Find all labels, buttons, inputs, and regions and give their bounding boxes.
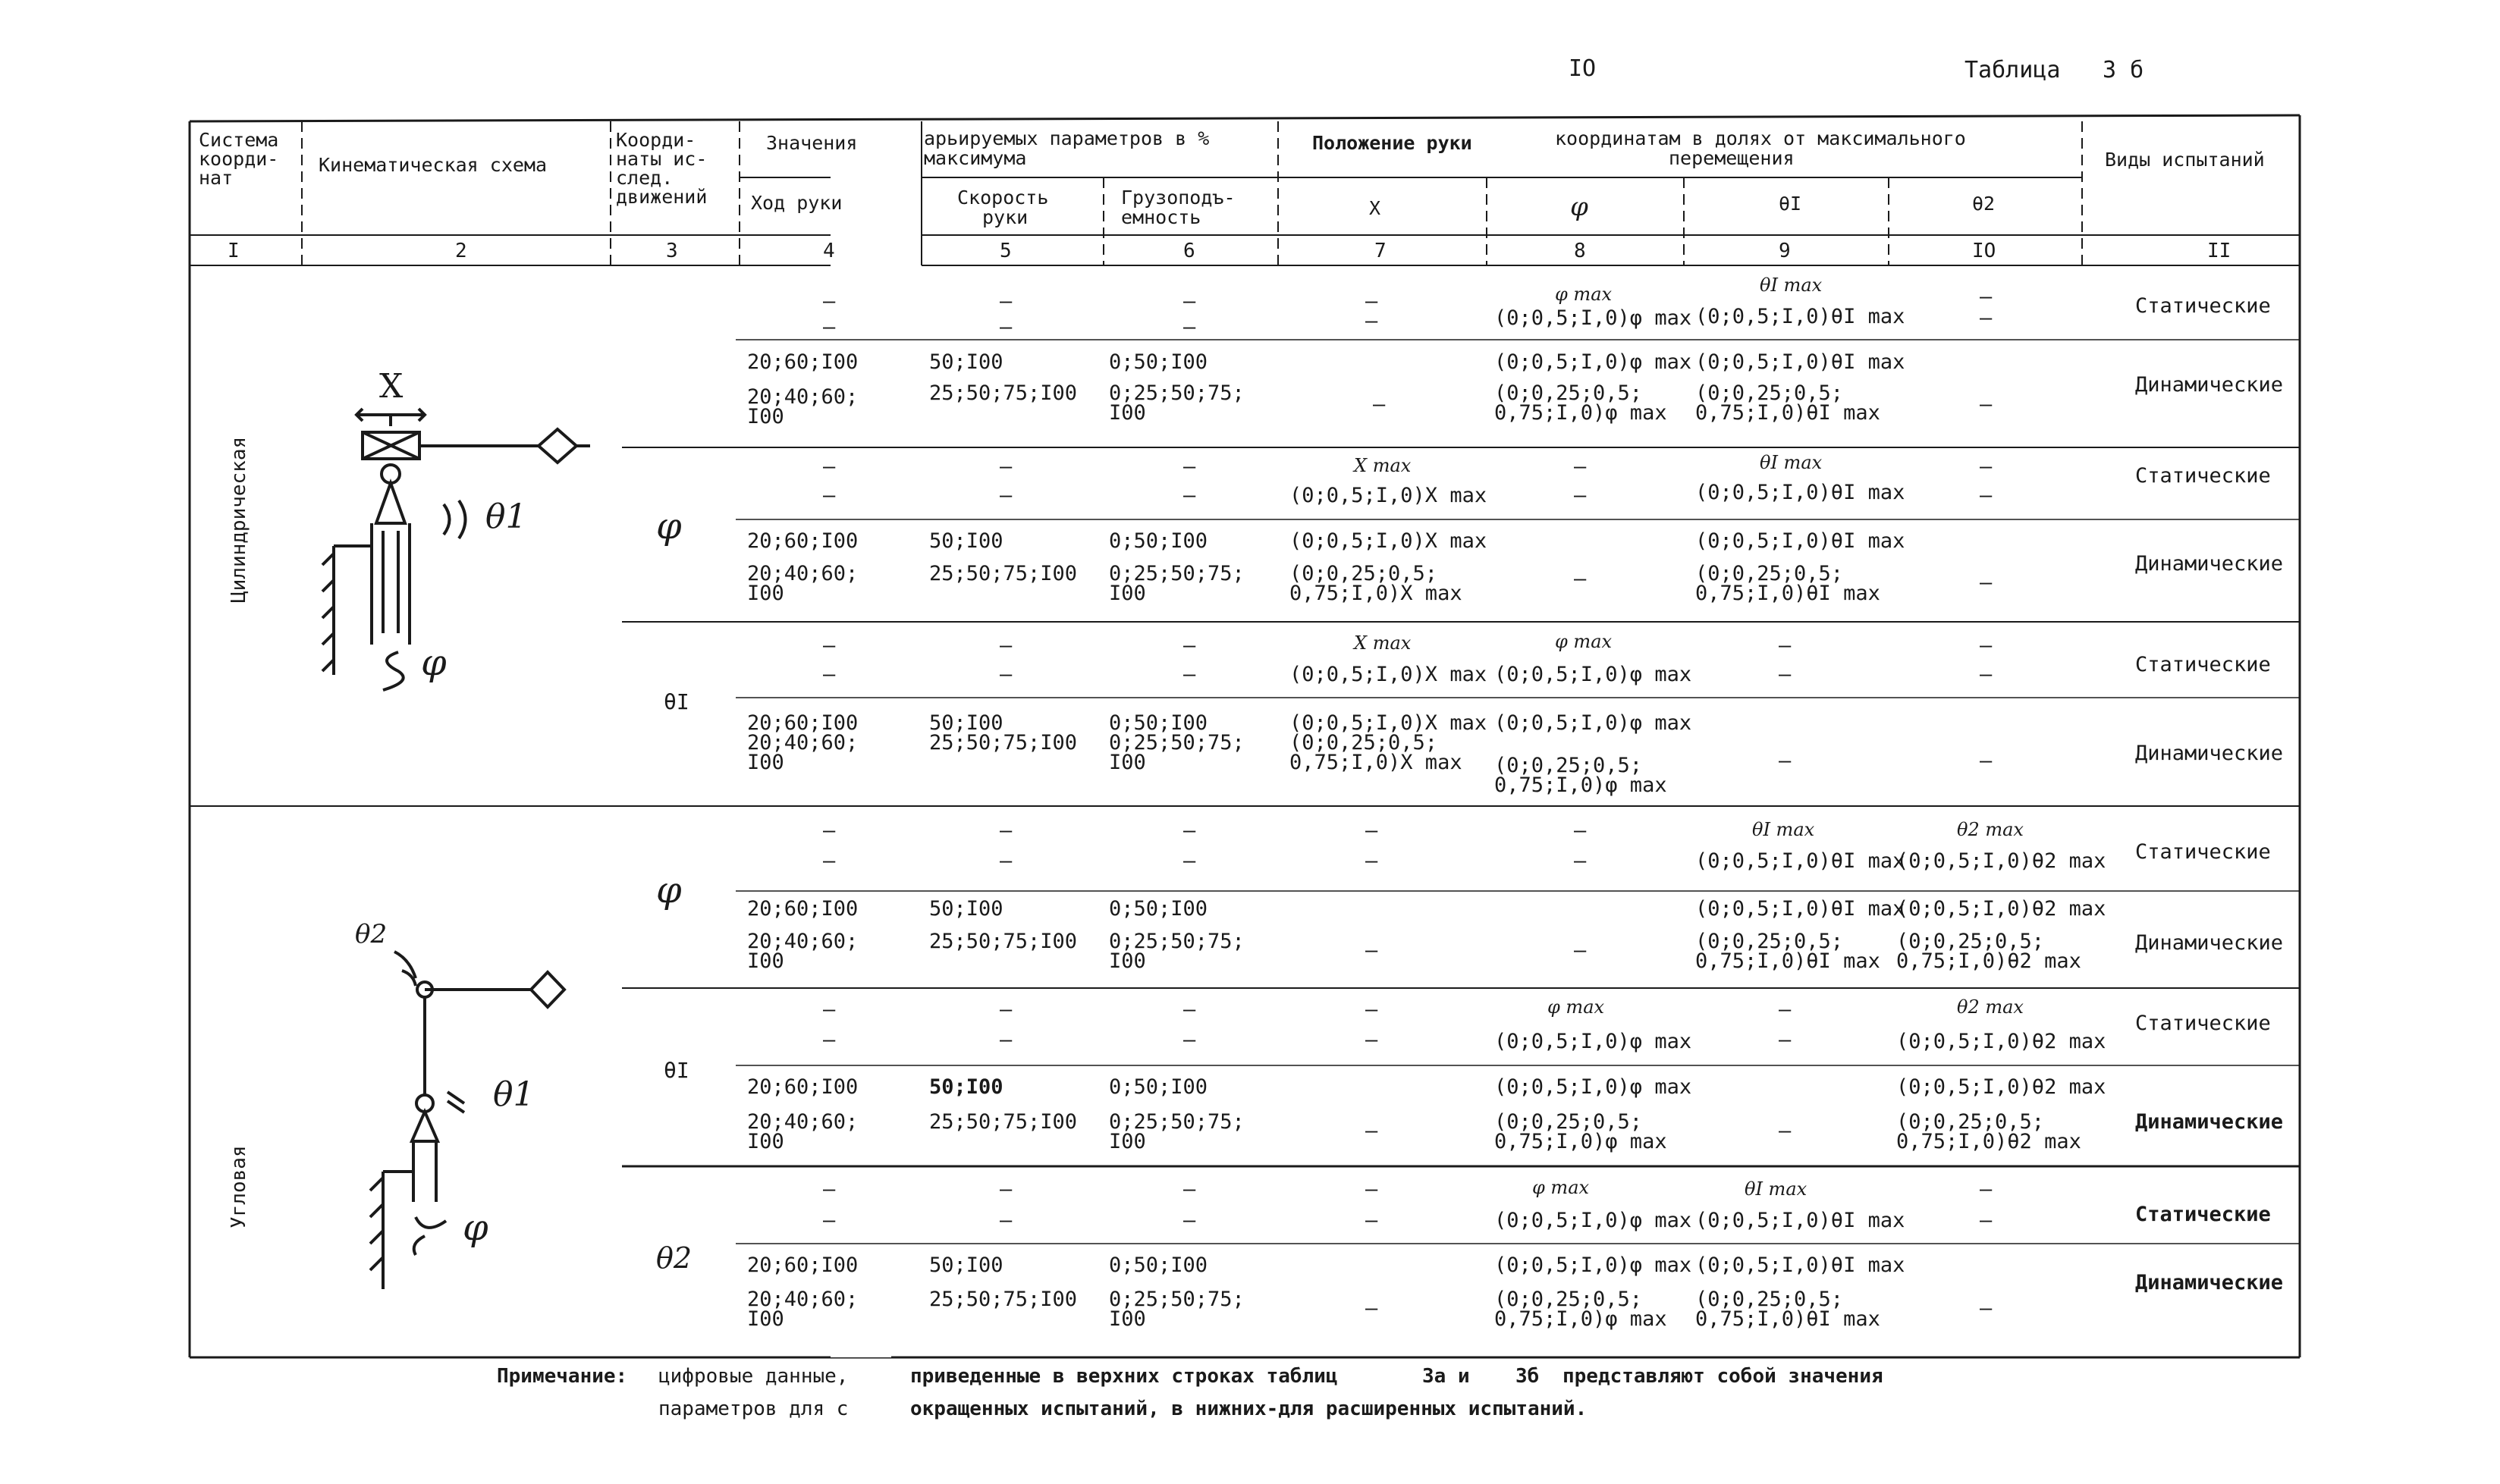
cyl3-speed-s: – [1000, 634, 1013, 657]
scheme-cylindrical [322, 409, 590, 690]
ang2-stroke-s1: – [823, 998, 836, 1021]
system-cylindrical: Цилиндрическая [228, 436, 250, 603]
note-line2b: окращенных испытаний, в нижних-для расширенных испытаний. [910, 1398, 1588, 1420]
cyl2-stroke-e1: 20;40;60; [747, 562, 859, 585]
cyl2-phi-s: – [1574, 455, 1587, 478]
row-coord-t2-ang: θ2 [656, 1241, 693, 1275]
ang1-x-s: – [1365, 819, 1378, 842]
hdr-coord-3: след. [616, 167, 674, 189]
cyl1-speed-b: 50;I00 [929, 350, 1003, 374]
cyl3-payload-e1: 0;25;50;75; [1109, 731, 1245, 755]
ang3-t2-s2: – [1980, 1209, 1993, 1232]
cyl1-phi-ext2: 0,75;I,0)φ max [1494, 401, 1667, 425]
cyl3-payload-b: 0;50;I00 [1109, 711, 1208, 735]
cyl3-x-basic-d: (0;0,5;I,0)X max [1289, 711, 1487, 735]
cyl2-x-ext2: 0,75;I,0)X max [1289, 582, 1462, 605]
cyl2-stroke-s2: – [823, 484, 836, 507]
cyl1-payload-e2: I00 [1109, 401, 1146, 425]
hdr-test-types: Виды испытаний [2105, 149, 2265, 171]
cyl3-t2-d: – [1980, 749, 1993, 773]
ang1-t1-ext1: (0;0,25;0,5; [1695, 930, 1844, 953]
cyl3-phi-basic: (0;0,5;I,0)φ max [1494, 663, 1692, 686]
note-label: Примечание: [497, 1365, 628, 1388]
colnum-10: IO [1972, 240, 1996, 262]
cyl1-payload-s2: – [1183, 315, 1196, 339]
ang3-test-dynamic: Динамические [2135, 1271, 2284, 1294]
cyl2-payload-e2: I00 [1109, 582, 1146, 605]
ang1-phi-s: – [1574, 819, 1587, 842]
cyl2-t1-basic: (0;0,5;I,0)θI max [1695, 481, 1905, 504]
cyl2-stroke-s1: – [823, 455, 836, 478]
note-line1c: 3а и [1422, 1365, 1470, 1388]
ang1-t2-basic: (0;0,5;I,0)θ2 max [1896, 849, 2106, 873]
cyl2-x-basic: (0;0,5;I,0)X max [1289, 484, 1487, 507]
cyl1-stroke-s2: – [823, 315, 836, 339]
cyl1-t1-ext2: 0,75;I,0)θI max [1695, 401, 1880, 425]
cyl3-t2-s: – [1980, 634, 1993, 657]
ang2-stroke-e1: 20;40;60; [747, 1110, 859, 1134]
ang3-t1-max: θI max [1745, 1178, 1807, 1200]
ang3-x-d: – [1365, 1297, 1378, 1320]
cyl2-x-max: X max [1354, 455, 1412, 476]
row-coord-t1-cyl: θI [664, 689, 689, 714]
ang1-phi-s2: – [1574, 849, 1587, 873]
ang2-payload-s2: – [1183, 1028, 1196, 1052]
ang1-speed-s2: – [1000, 849, 1013, 873]
ang3-phi-basic: (0;0,5;I,0)φ max [1494, 1209, 1692, 1232]
cyl2-payload-e1: 0;25;50;75; [1109, 562, 1245, 585]
cyl1-x-d: – [1373, 393, 1386, 416]
cyl1-payload-b: 0;50;I00 [1109, 350, 1208, 374]
cyl2-speed-s: – [1000, 455, 1013, 478]
cyl1-t1-max: θI max [1760, 275, 1823, 296]
hdr-col-t2: θ2 [1972, 193, 1996, 215]
ang1-speed-b: 50;I00 [929, 897, 1003, 921]
cyl3-t1-d: – [1779, 749, 1792, 773]
ang1-t1-ext2: 0,75;I,0)θI max [1695, 949, 1880, 973]
cyl3-stroke-e2: I00 [747, 751, 784, 774]
ang3-payload-e1: 0;25;50;75; [1109, 1288, 1245, 1311]
ang2-x-s2: – [1365, 1028, 1378, 1052]
ang2-x-s: – [1365, 998, 1378, 1021]
cyl2-payload-s2: – [1183, 484, 1196, 507]
ang3-payload-s2: – [1183, 1209, 1196, 1232]
colnum-5: 5 [1000, 240, 1012, 262]
ang3-x-s: – [1365, 1178, 1378, 1201]
cyl2-test-dynamic: Динамические [2135, 552, 2284, 576]
ang2-phi-ext2: 0,75;I,0)φ max [1494, 1130, 1667, 1153]
ang2-payload-e1: 0;25;50;75; [1109, 1110, 1245, 1134]
ang1-x-d: – [1365, 939, 1378, 962]
cyl1-stroke-b: 20;60;I00 [747, 350, 859, 374]
cyl1-t1-basic: (0;0,5;I,0)θI max [1695, 305, 1905, 328]
table-number: 3 б [2103, 57, 2144, 83]
ang1-t1-basic: (0;0,5;I,0)θI max [1695, 849, 1905, 873]
ang3-phi-basic-d: (0;0,5;I,0)φ max [1494, 1253, 1692, 1277]
scheme-label-phi-a: φ [421, 642, 447, 684]
scheme-label-phi-b: φ [463, 1206, 488, 1249]
note-line1b: приведенные в верхних строках таблиц [910, 1365, 1338, 1388]
scheme-label-theta1-b: θ1 [493, 1075, 535, 1114]
ang3-x-s2: – [1365, 1209, 1378, 1232]
ang1-t1-basic-d: (0;0,5;I,0)θI max [1695, 897, 1905, 921]
cyl3-stroke-e1: 20;40;60; [747, 731, 859, 755]
hdr-payload-1: Грузоподъ- [1121, 187, 1236, 209]
page-number: IO [1569, 55, 1597, 82]
cyl1-stroke-s1: – [823, 290, 836, 313]
ang3-stroke-s2: – [823, 1209, 836, 1232]
cyl1-payload-e1: 0;25;50;75; [1109, 381, 1245, 405]
cyl1-speed-e: 25;50;75;I00 [929, 381, 1078, 405]
ang3-t1-basic-d: (0;0,5;I,0)θI max [1695, 1253, 1905, 1277]
ang1-stroke-e1: 20;40;60; [747, 930, 859, 953]
cyl2-speed-e: 25;50;75;I00 [929, 562, 1078, 585]
cyl1-stroke-e1: 20;40;60; [747, 385, 859, 409]
cyl2-x-basic-d: (0;0,5;I,0)X max [1289, 529, 1487, 553]
cyl3-stroke-s1: – [823, 634, 836, 657]
scheme-label-theta2: θ2 [355, 919, 388, 949]
hdr-varied-1: арьируемых параметров в % [924, 127, 1210, 149]
hdr-speed-2: руки [982, 206, 1029, 228]
note-line1a: цифровые данные, [658, 1365, 849, 1388]
ang1-phi-d: – [1574, 939, 1587, 962]
cyl3-x-basic: (0;0,5;I,0)X max [1289, 663, 1487, 686]
ang2-phi-max: φ max [1547, 996, 1605, 1018]
ang3-t1-ext1: (0;0,25;0,5; [1695, 1288, 1844, 1311]
ang1-payload-s2: – [1183, 849, 1196, 873]
ang2-t2-max: θ2 max [1957, 996, 2024, 1018]
cyl3-speed-b: 50;I00 [929, 711, 1003, 735]
ang2-x-d: – [1365, 1119, 1378, 1143]
ang3-stroke-e1: 20;40;60; [747, 1288, 859, 1311]
hdr-system-3: нат [199, 167, 234, 189]
cyl3-speed-e: 25;50;75;I00 [929, 731, 1078, 755]
cyl3-t1-s: – [1779, 634, 1792, 657]
ang3-payload-s: – [1183, 1178, 1196, 1201]
hdr-position: Положение руки [1312, 132, 1472, 154]
cyl2-stroke-e2: I00 [747, 582, 784, 605]
ang3-speed-e: 25;50;75;I00 [929, 1288, 1078, 1311]
cyl2-phi-s2: – [1574, 484, 1587, 507]
cyl2-stroke-b: 20;60;I00 [747, 529, 859, 553]
ang2-t2-ext1: (0;0,25;0,5; [1896, 1110, 2045, 1134]
ang2-speed-e: 25;50;75;I00 [929, 1110, 1078, 1134]
cyl1-speed-s2: – [1000, 315, 1013, 339]
note-line1e: представляют собой значения [1562, 1365, 1883, 1388]
cyl1-phi-basic: (0;0,5;I,0)φ max [1494, 306, 1692, 330]
cyl3-x-ext2: 0,75;I,0)X max [1289, 751, 1462, 774]
cyl3-speed-s2: – [1000, 663, 1013, 686]
cyl1-phi-basic-d: (0;0,5;I,0)φ max [1494, 350, 1692, 374]
cyl2-t1-basic-d: (0;0,5;I,0)θI max [1695, 529, 1905, 553]
ang1-payload-e1: 0;25;50;75; [1109, 930, 1245, 953]
ang2-t2-basic-d: (0;0,5;I,0)θ2 max [1896, 1075, 2106, 1099]
ang1-t1-max: θI max [1752, 819, 1815, 840]
cyl3-test-dynamic: Динамические [2135, 742, 2284, 765]
colnum-1: I [228, 240, 240, 262]
note-line2a: параметров для с [658, 1398, 849, 1420]
table-label: Таблица [1965, 57, 2061, 83]
hdr-position-cont-2: перемещения [1669, 147, 1795, 169]
ang2-speed-s2: – [1000, 1028, 1013, 1052]
cyl1-test-dynamic: Динамические [2135, 373, 2284, 397]
row-coord-phi-cyl: φ [656, 505, 682, 547]
ang2-t1-s2: – [1779, 1028, 1792, 1052]
cyl1-t2-s2: – [1980, 306, 1993, 330]
cyl1-t2-d: – [1980, 393, 1993, 416]
cyl3-stroke-b: 20;60;I00 [747, 711, 859, 735]
ang2-payload-s: – [1183, 998, 1196, 1021]
ang1-stroke-s1: – [823, 819, 836, 842]
cyl2-speed-s2: – [1000, 484, 1013, 507]
ang2-phi-basic: (0;0,5;I,0)φ max [1494, 1030, 1692, 1053]
ang1-stroke-s2: – [823, 849, 836, 873]
hdr-col-phi: φ [1570, 192, 1588, 222]
ang1-payload-e2: I00 [1109, 949, 1146, 973]
ang2-payload-b: 0;50;I00 [1109, 1075, 1208, 1099]
ang2-t1-s: – [1779, 998, 1792, 1021]
hdr-col-x: X [1369, 197, 1381, 219]
ang2-test-static: Статические [2135, 1012, 2271, 1035]
hdr-coord-2: наты ис- [616, 148, 708, 170]
ang3-stroke-b: 20;60;I00 [747, 1253, 859, 1277]
ang3-phi-ext2: 0,75;I,0)φ max [1494, 1307, 1667, 1331]
ang3-phi-ext1: (0;0,25;0,5; [1494, 1288, 1643, 1311]
ang1-speed-e: 25;50;75;I00 [929, 930, 1078, 953]
cyl2-test-static: Статические [2135, 464, 2271, 488]
ang2-payload-e2: I00 [1109, 1130, 1146, 1153]
cyl3-t1-s2: – [1779, 663, 1792, 686]
hdr-col-t1: θI [1779, 193, 1802, 215]
cyl3-phi-basic-d: (0;0,5;I,0)φ max [1494, 711, 1692, 735]
ang1-stroke-b: 20;60;I00 [747, 897, 859, 921]
cyl2-phi-d: – [1574, 567, 1587, 591]
ang2-test-dynamic: Динамические [2135, 1110, 2284, 1134]
scheme-label-theta1-a: θ1 [485, 497, 527, 536]
cyl1-t1-ext1: (0;0,25;0,5; [1695, 381, 1844, 405]
ang3-test-static: Статические [2135, 1203, 2271, 1226]
hdr-varied-2: максимума [924, 147, 1027, 169]
cyl2-t1-ext2: 0,75;I,0)θI max [1695, 582, 1880, 605]
row-coord-phi-ang: φ [656, 869, 682, 911]
ang2-t1-d: – [1779, 1119, 1792, 1143]
cyl1-phi-ext1: (0;0,25;0,5; [1494, 381, 1643, 405]
system-angular: Угловая [228, 1145, 250, 1228]
cyl2-speed-b: 50;I00 [929, 529, 1003, 553]
hdr-scheme: Кинематическая схема [319, 154, 548, 176]
cyl3-payload-e2: I00 [1109, 751, 1146, 774]
ang3-speed-s2: – [1000, 1209, 1013, 1232]
cyl3-payload-s2: – [1183, 663, 1196, 686]
ang2-phi-ext1: (0;0,25;0,5; [1494, 1110, 1643, 1134]
ang2-speed-b: 50;I00 [929, 1075, 1003, 1099]
ang3-t1-ext2: 0,75;I,0)θI max [1695, 1307, 1880, 1331]
cyl3-phi-max: φ max [1555, 631, 1613, 652]
ang1-t2-max: θ2 max [1957, 819, 2024, 840]
cyl1-x-s2: – [1365, 309, 1378, 333]
cyl3-stroke-s2: – [823, 663, 836, 686]
hdr-speed-1: Скорость [957, 187, 1049, 209]
hdr-values: Значения [766, 132, 858, 154]
ang1-x-s2: – [1365, 849, 1378, 873]
cyl2-t1-max: θI max [1760, 452, 1823, 473]
cyl1-test-static: Статические [2135, 294, 2271, 318]
colnum-3: 3 [666, 240, 678, 262]
cyl2-payload-b: 0;50;I00 [1109, 529, 1208, 553]
hdr-payload-2: емность [1121, 206, 1201, 228]
colnum-6: 6 [1183, 240, 1195, 262]
cyl1-t2-s: – [1980, 285, 1993, 309]
hdr-coord-4: движений [616, 186, 708, 208]
cyl2-t1-ext1: (0;0,25;0,5; [1695, 562, 1844, 585]
hdr-stroke: Ход руки [751, 192, 843, 214]
hdr-system-1: Система [199, 129, 279, 151]
scheme-label-x: X [379, 367, 404, 406]
ang1-payload-b: 0;50;I00 [1109, 897, 1208, 921]
ang2-stroke-s2: – [823, 1028, 836, 1052]
colnum-7: 7 [1374, 240, 1387, 262]
cyl1-payload-s: – [1183, 290, 1196, 313]
ang2-t2-basic: (0;0,5;I,0)θ2 max [1896, 1030, 2106, 1053]
ang1-t2-basic-d: (0;0,5;I,0)θ2 max [1896, 897, 2106, 921]
ang2-stroke-e2: I00 [747, 1130, 784, 1153]
ang3-payload-b: 0;50;I00 [1109, 1253, 1208, 1277]
ang3-t2-d: – [1980, 1297, 1993, 1320]
ang1-test-dynamic: Динамические [2135, 931, 2284, 955]
colnum-4: 4 [823, 240, 835, 262]
hdr-position-cont-1: координатам в долях от максимального [1555, 127, 1966, 149]
ang3-phi-max: φ max [1532, 1177, 1590, 1198]
ang3-payload-e2: I00 [1109, 1307, 1146, 1331]
ang1-t2-ext1: (0;0,25;0,5; [1896, 930, 2045, 953]
cyl1-t1-basic-d: (0;0,5;I,0)θI max [1695, 350, 1905, 374]
ang2-t2-ext2: 0,75;I,0)θ2 max [1896, 1130, 2081, 1153]
ang1-test-static: Статические [2135, 840, 2271, 864]
colnum-8: 8 [1574, 240, 1586, 262]
cyl2-t2-s: – [1980, 455, 1993, 478]
hdr-coord-1: Коорди- [616, 129, 696, 151]
ang3-t1-basic: (0;0,5;I,0)θI max [1695, 1209, 1905, 1232]
cyl3-test-static: Статические [2135, 653, 2271, 676]
ang3-speed-s: – [1000, 1178, 1013, 1201]
cyl2-t2-s2: – [1980, 484, 1993, 507]
ang3-speed-b: 50;I00 [929, 1253, 1003, 1277]
ang1-speed-s: – [1000, 819, 1013, 842]
cyl2-payload-s: – [1183, 455, 1196, 478]
ang3-stroke-s1: – [823, 1178, 836, 1201]
ang3-stroke-e2: I00 [747, 1307, 784, 1331]
cyl3-t2-s2: – [1980, 663, 1993, 686]
cyl3-x-max: X max [1354, 632, 1412, 654]
cyl3-payload-s: – [1183, 634, 1196, 657]
cyl2-x-ext1: (0;0,25;0,5; [1289, 562, 1438, 585]
cyl2-t2-d: – [1980, 571, 1993, 595]
colnum-11: II [2207, 240, 2231, 262]
colnum-2: 2 [455, 240, 467, 262]
colnum-9: 9 [1779, 240, 1791, 262]
cyl3-phi-ext1: (0;0,25;0,5; [1494, 754, 1643, 777]
cyl1-speed-s: – [1000, 290, 1013, 313]
cyl1-x-s: – [1365, 290, 1378, 313]
cyl3-phi-ext2: 0,75;I,0)φ max [1494, 773, 1667, 797]
ang1-payload-s: – [1183, 819, 1196, 842]
cyl1-phi-max: φ max [1555, 284, 1613, 305]
cyl1-stroke-e2: I00 [747, 405, 784, 428]
ang1-t2-ext2: 0,75;I,0)θ2 max [1896, 949, 2081, 973]
row-coord-t1-ang: θI [664, 1058, 689, 1083]
ang2-phi-basic-d: (0;0,5;I,0)φ max [1494, 1075, 1692, 1099]
ang2-stroke-b: 20;60;I00 [747, 1075, 859, 1099]
cyl3-x-ext1: (0;0,25;0,5; [1289, 731, 1438, 755]
ang1-stroke-e2: I00 [747, 949, 784, 973]
note-line1d: 3б [1515, 1365, 1540, 1388]
ang3-t2-s: – [1980, 1178, 1993, 1201]
hdr-system-2: коорди- [199, 148, 279, 170]
ang2-speed-s: – [1000, 998, 1013, 1021]
